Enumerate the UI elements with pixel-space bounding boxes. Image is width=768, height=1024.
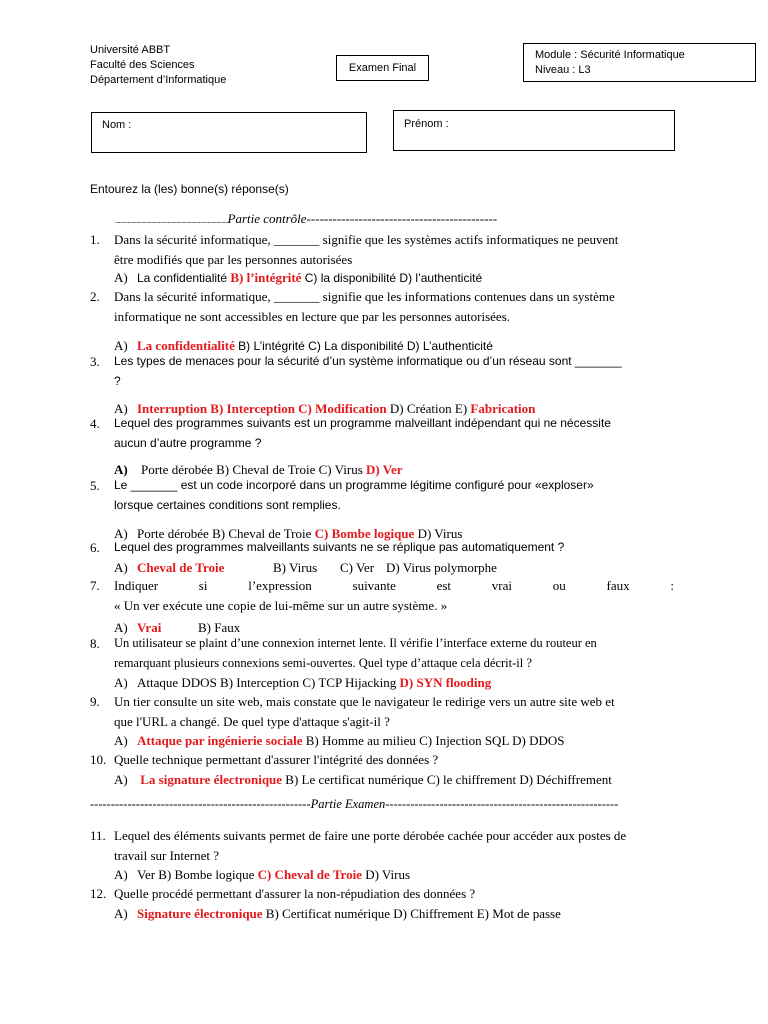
question-text-span: Le _______ est un code incorporé dans un programme légitime configuré pour «exploser»	[114, 478, 594, 492]
instruction: Entourez la (les) bonne(s) réponse(s)	[90, 182, 289, 196]
firstname-label: Prénom :	[404, 118, 449, 130]
other-options[interactable]: B) Certificat numérique D) Chiffrement E) Mot de passe	[265, 905, 561, 921]
word: si	[198, 578, 208, 593]
other-options[interactable]: B) Homme au milieu C) Injection SQL D) DDOS	[305, 733, 565, 748]
question-number: 5.	[90, 478, 100, 493]
question-number: 6.	[90, 540, 100, 555]
question-text: Dans la sécurité informatique, _______ signifie que les informations contenues dans un système	[114, 289, 615, 304]
word: vrai	[491, 578, 513, 593]
word: Indiquer	[114, 578, 159, 593]
question-text: Lequel des éléments suivants permet de faire une porte dérobée cachée pour accéder aux postes de	[114, 828, 627, 843]
other-options[interactable]: Ver B) Bombe logique	[137, 867, 255, 882]
question-text: aucun d’autre programme ?	[114, 435, 262, 450]
question-number: 10.	[90, 752, 107, 767]
word: faux	[606, 578, 630, 593]
section-examen-header	[90, 797, 618, 812]
question-number: 11.	[90, 828, 106, 843]
option-d[interactable]: D) Virus	[365, 867, 411, 882]
firstname-field[interactable]	[393, 110, 675, 151]
question-text: que l'URL a changé. De quel type d'attaque s'agit-il ?	[114, 713, 390, 729]
question-text: lorsque certaines conditions sont remplies.	[114, 497, 341, 512]
question-number: 4.	[90, 416, 100, 431]
question-text: remarquant plusieurs connexions semi-ouvertes. Quel type d’attaque cela décrit-il ?	[114, 655, 532, 670]
question-text: Quelle technique permettant d'assurer l'intégrité des données ?	[114, 752, 439, 767]
option-d[interactable]: D) Virus polymorphe	[386, 559, 497, 575]
section-controle-header	[115, 211, 497, 227]
exam-title: Examen Final	[348, 62, 417, 74]
answer-label: A)	[114, 675, 128, 690]
answer-options	[114, 904, 561, 924]
correct-option[interactable]: B) l’intégrité	[230, 270, 302, 285]
answer-label: A)	[114, 905, 128, 921]
question-text: Lequel des programmes malveillants suivants ne se réplique pas automatiquement ?	[114, 540, 565, 554]
word: :	[670, 578, 674, 593]
correct-option[interactable]: La signature électronique	[140, 771, 283, 787]
question-text: Dans la sécurité informatique, _______ signifie que les systèmes actifs informatiques ne peuvent	[114, 232, 619, 247]
question-number: 12.	[90, 886, 107, 901]
exam-title-box	[336, 55, 429, 81]
option-b[interactable]: B) Faux	[198, 620, 241, 635]
correct-option[interactable]: La confidentialité	[137, 338, 235, 353]
answer-label: A)	[114, 270, 128, 285]
section-dashes-left: -----------------------------------------------------	[90, 797, 311, 811]
answer-label: A)	[114, 620, 128, 635]
name-label: Nom :	[102, 119, 132, 131]
correct-option[interactable]: Vrai	[137, 620, 162, 635]
answer-options	[114, 558, 564, 578]
correct-option[interactable]: D) Ver	[366, 462, 403, 477]
question-number: 3.	[90, 354, 100, 369]
question-number: 1.	[90, 232, 100, 247]
correct-option[interactable]: Signature électronique	[137, 905, 263, 921]
option-c[interactable]: C) Ver	[340, 559, 375, 575]
question-number: 7.	[90, 578, 100, 593]
word: ou	[552, 578, 566, 593]
answer-label: A)	[114, 771, 128, 787]
answer-label: A)	[114, 733, 128, 748]
section-title-controle: Partie contrôle	[227, 211, 307, 226]
question-text: travail sur Internet ?	[114, 847, 220, 863]
question-text: Un tier consulte un site web, mais constate que le navigateur le redirige vers un autre site web et	[114, 694, 615, 709]
section-dashes-right: --------------------------------------------------------	[385, 797, 619, 811]
word: suivante	[352, 578, 396, 593]
option-a[interactable]: La confidentialité	[137, 271, 228, 285]
question-text: être modifiés que par les personnes autorisées	[114, 251, 353, 267]
word: l’expression	[248, 578, 312, 593]
department-name: Département d’Informatique	[90, 74, 227, 86]
question-text: « Un ver exécute une copie de lui-même sur un autre système. »	[114, 597, 448, 613]
question-text: Les types de menaces pour la sécurité d’un système informatique ou d’un réseau sont _______	[114, 354, 622, 368]
answer-options	[114, 865, 626, 885]
answer-options	[114, 268, 618, 289]
other-options[interactable]: D) Création E)	[389, 401, 468, 416]
question-text: ?	[114, 373, 121, 388]
correct-option[interactable]: C) Cheval de Troie	[257, 867, 362, 882]
question-number: 2.	[90, 289, 100, 304]
option-c-d[interactable]: C) la disponibilité D) l’authenticité	[304, 271, 483, 285]
correct-options[interactable]: Interruption B) Interception C) Modification	[137, 401, 387, 416]
answer-options	[114, 770, 612, 790]
answer-label: A)	[114, 338, 128, 353]
option-d[interactable]: D) Virus	[417, 526, 463, 541]
institution-block	[90, 43, 226, 88]
answer-label: A)	[114, 462, 128, 477]
option-b[interactable]: B) Virus	[273, 559, 318, 575]
module-box	[523, 43, 756, 82]
section-dashes: --------------------------------------------	[306, 211, 498, 226]
other-options[interactable]: Attaque DDOS B) Interception C) TCP Hijacking	[137, 675, 397, 690]
name-field[interactable]	[91, 112, 367, 153]
level-label: Niveau : L3	[535, 64, 591, 76]
module-label: Module : Sécurité Informatique	[535, 49, 685, 61]
answer-options	[114, 731, 615, 751]
correct-option[interactable]: Attaque par ingénierie sociale	[137, 733, 303, 748]
answer-label: A)	[114, 401, 128, 416]
correct-option[interactable]: D) SYN flooding	[399, 675, 492, 690]
question-text: informatique ne sont accessibles en lecture que par les personnes autorisées.	[114, 308, 510, 324]
other-options[interactable]: B) L’intégrité C) La disponibilité D) L’authenticité	[238, 339, 493, 353]
correct-option[interactable]: Cheval de Troie	[137, 559, 225, 575]
question-text: Lequel des programmes suivants est un programme malveillant indépendant qui ne nécessite	[114, 416, 611, 430]
question-text	[114, 576, 674, 596]
question-text: Quelle procédé permettant d'assurer la non-répudiation des données ?	[114, 886, 476, 901]
answer-label: A)	[114, 867, 128, 882]
answer-label: A)	[114, 526, 128, 541]
answer-label: A)	[114, 559, 128, 575]
answer-options	[114, 673, 597, 693]
word: est	[436, 578, 452, 593]
faculty-name: Faculté des Sciences	[90, 59, 195, 71]
question-number: 9.	[90, 694, 100, 709]
section-dots: ..........................................................................................	[115, 217, 228, 225]
other-options[interactable]: Porte dérobée B) Cheval de Troie	[137, 526, 312, 541]
other-options[interactable]: B) Le certificat numérique C) le chiffrement D) Déchiffrement	[285, 771, 612, 787]
university-name: Université ABBT	[90, 44, 171, 56]
section-title-examen: Partie Examen	[310, 797, 386, 811]
other-options[interactable]: Porte dérobée B) Cheval de Troie C) Virus	[141, 462, 363, 477]
correct-option-e[interactable]: Fabrication	[470, 401, 536, 416]
question-number: 8.	[90, 636, 100, 651]
correct-option[interactable]: C) Bombe logique	[314, 526, 415, 541]
question-text	[114, 476, 674, 496]
question-text: Un utilisateur se plaint d’une connexion internet lente. Il vérifie l’interface externe du routeur en	[114, 636, 597, 650]
